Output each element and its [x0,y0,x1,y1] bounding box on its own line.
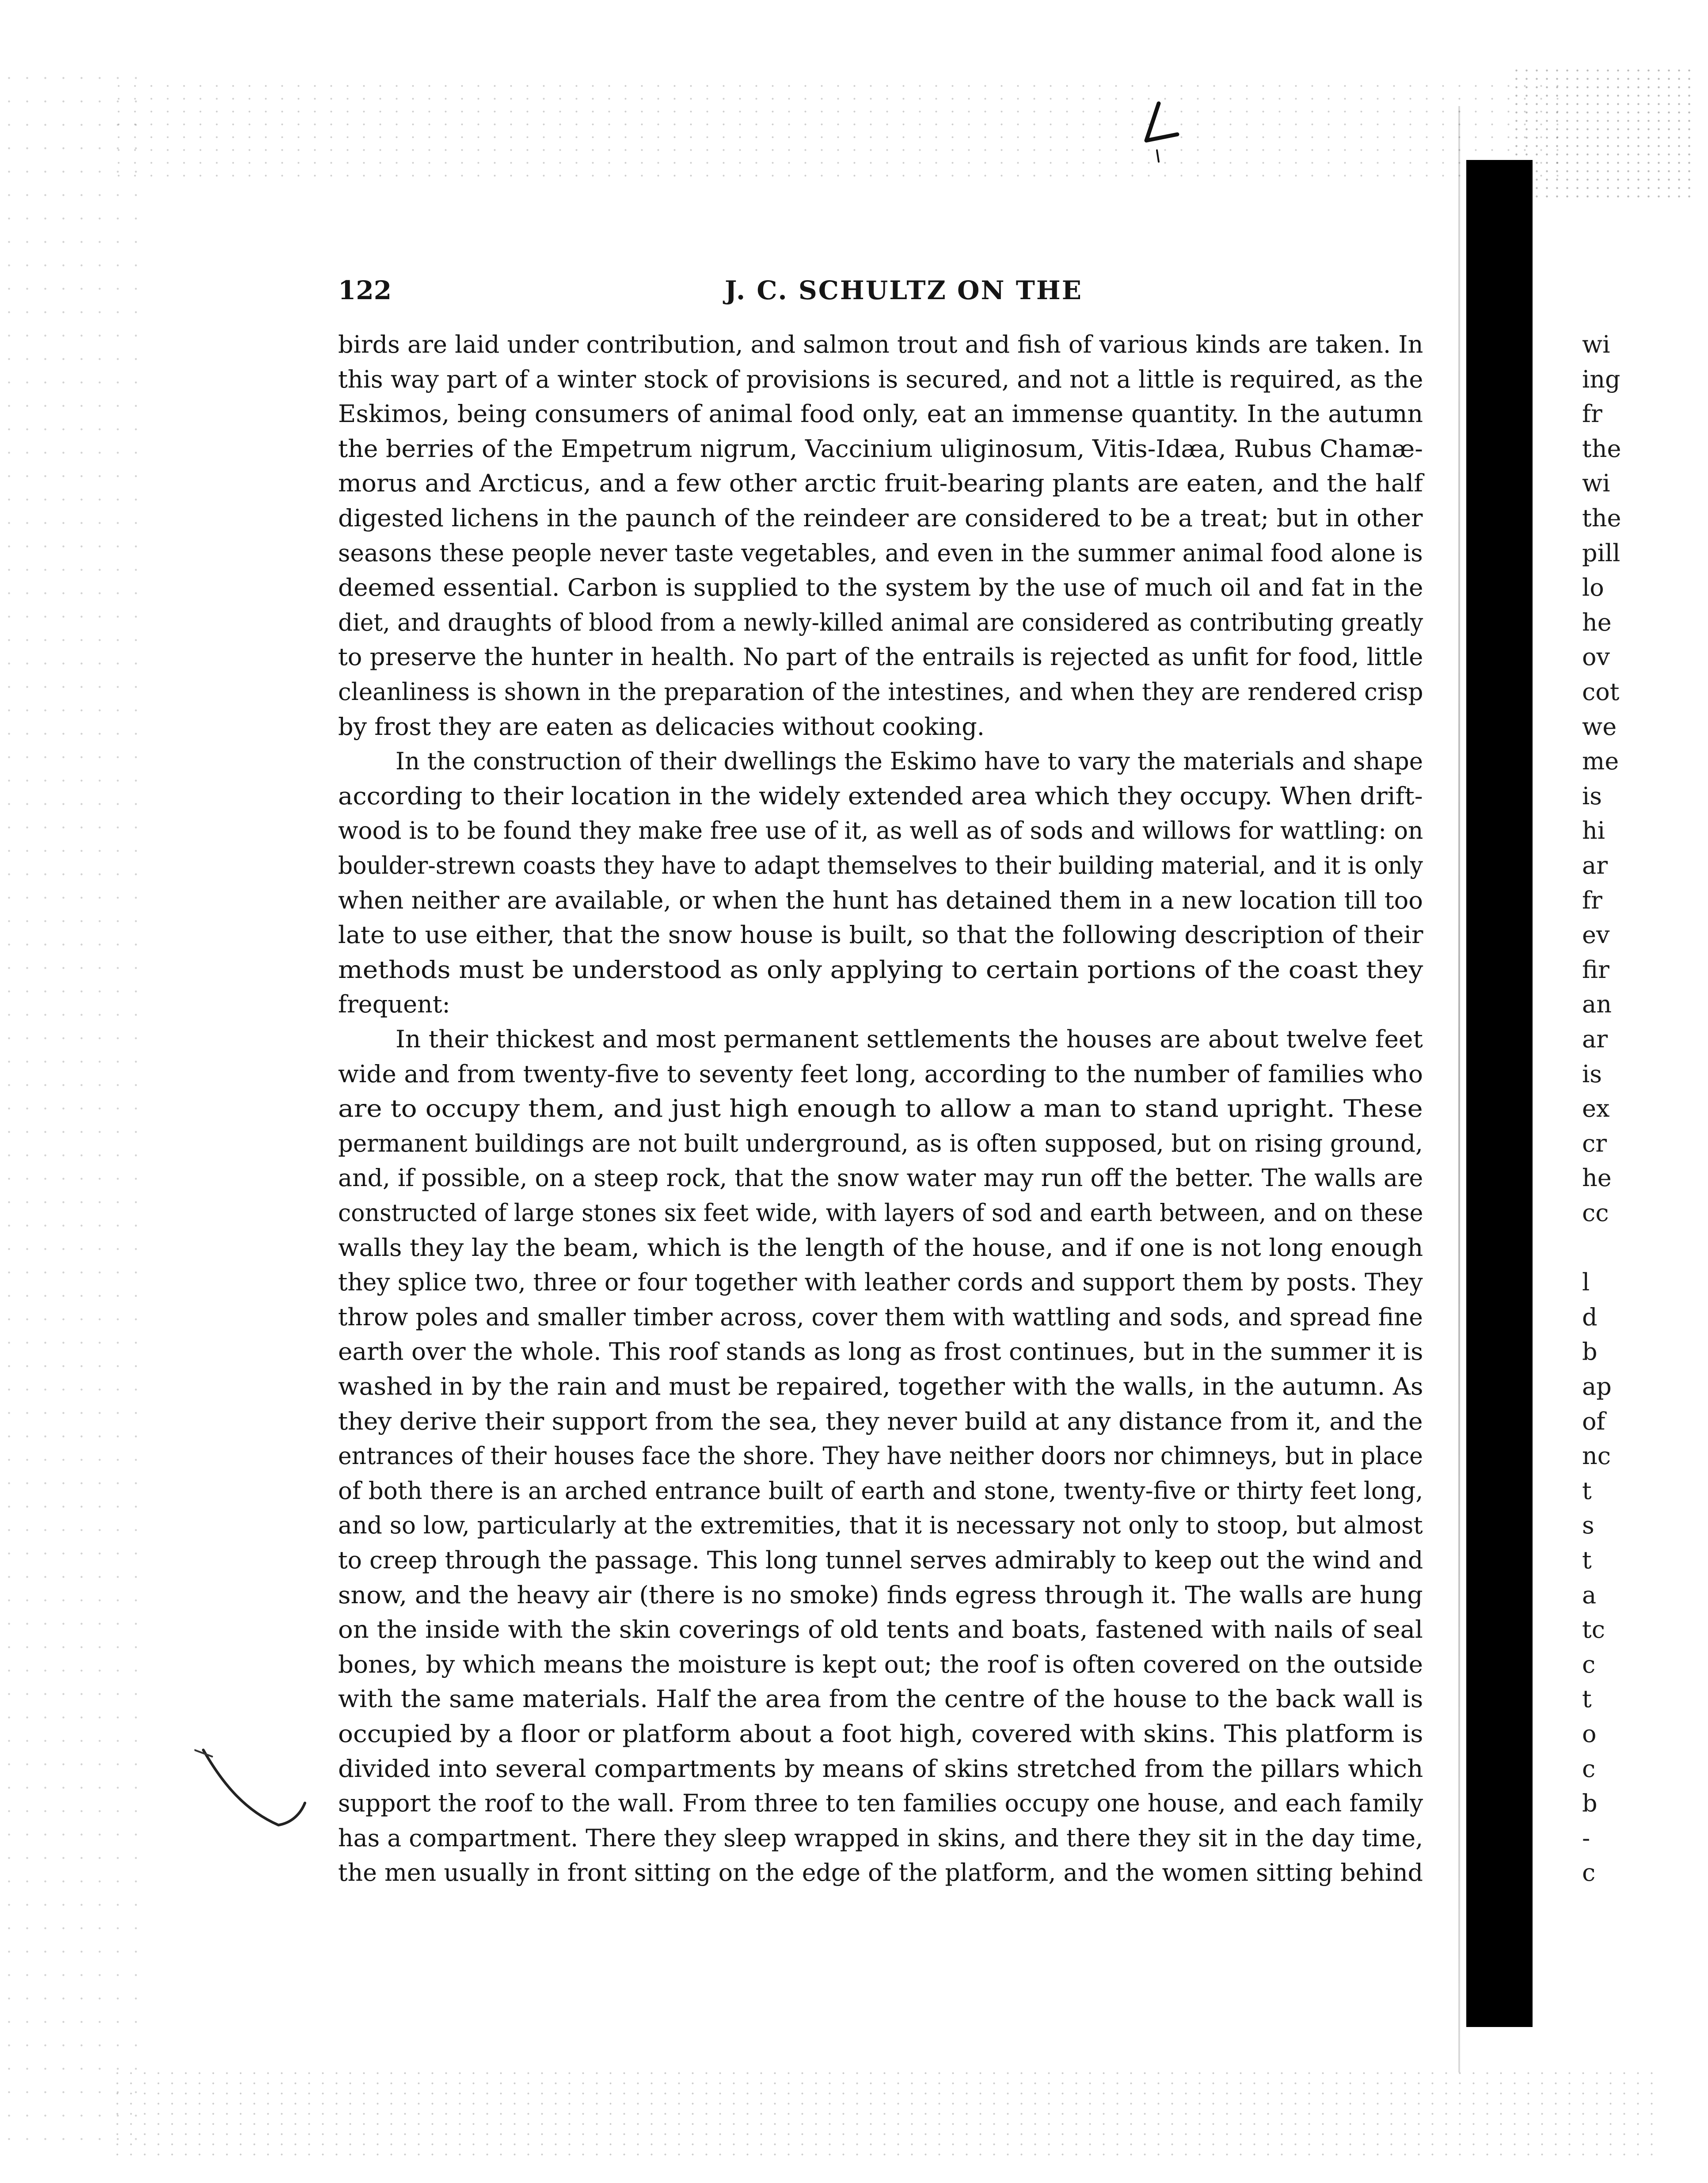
adjacent-page-fragment: ev [1582,921,1610,949]
adjacent-page-fragment: c [1582,1859,1596,1887]
adjacent-page-fragment: me [1582,747,1619,776]
body-line: cleanliness is shown in the preparation of the intestines, and when they are rendered crisp [338,678,1423,706]
body-line: walls they lay the beam, which is the length of the house, and if one is not long enough [338,1233,1423,1262]
body-line: and so low, particularly at the extremities, that it is necessary not only to stoop, but almost [338,1511,1423,1540]
adjacent-page-fragment: ex [1582,1095,1610,1123]
body-line: according to their location in the widely extended area which they occupy. When drift- [338,782,1423,810]
body-line: Eskimos, being consumers of animal food only, eat an immense quantity. In the autumn [338,400,1423,428]
body-line: snow, and the heavy air (there is no smoke) finds egress through it. The walls are hung [338,1581,1423,1609]
body-line: when neither are available, or when the hunt has detained them in a new location till too [338,886,1423,914]
adjacent-page-fragment: fir [1582,955,1609,984]
scan-noise-top-right [1511,66,1697,199]
page-fold-edge [1458,106,1460,2073]
adjacent-page-fragment: b [1582,1338,1598,1366]
body-line: boulder-strewn coasts they have to adapt themselves to their building material, and it is only [338,852,1423,879]
body-line: this way part of a winter stock of provisions is secured, and not a little is required, as the [338,365,1423,393]
adjacent-page-fragment: the [1582,504,1621,532]
body-line: with the same materials. Half the area from the centre of the house to the back wall is [338,1685,1423,1713]
body-line: In their thickest and most permanent settlements the houses are about twelve feet [396,1025,1423,1053]
adjacent-page-fragment: fr [1582,400,1602,428]
body-line: are to occupy them, and just high enough to allow a man to stand upright. These [338,1095,1423,1123]
body-line: by frost they are eaten as delicacies without cooking. [338,712,985,741]
adjacent-page-fragment: t [1582,1685,1592,1713]
adjacent-page-fragment: l [1582,1268,1590,1297]
body-line: bones, by which means the moisture is kept out; the roof is often covered on the outside [338,1650,1423,1678]
handwritten-mark [1131,97,1184,164]
body-line: the men usually in front sitting on the edge of the platform, and the women sitting behind [338,1859,1423,1887]
adjacent-page-fragment: o [1582,1720,1597,1748]
adjacent-page-fragment: lo [1582,574,1604,602]
adjacent-page-fragment: b [1582,1789,1598,1818]
body-line: washed in by the rain and must be repaired, together with the walls, in the autumn. As [338,1373,1423,1400]
adjacent-page-fragment: d [1582,1303,1598,1331]
adjacent-page-fragment: cot [1582,678,1620,706]
body-line: frequent: [338,990,450,1019]
body-line: deemed essential. Carbon is supplied to the system by the use of much oil and fat in the [338,574,1423,602]
adjacent-page-fragment: tc [1582,1616,1605,1644]
adjacent-page-fragment: s [1582,1511,1594,1540]
running-title: J. C. SCHULTZ ON THE [725,275,1083,305]
page-number: 122 [338,275,392,305]
adjacent-page-fragment: fr [1582,886,1602,914]
adjacent-page-fragment: the [1582,434,1621,463]
body-line: digested lichens in the paunch of the reindeer are considered to be a treat; but in other [338,504,1423,532]
adjacent-page-fragment: cr [1582,1129,1607,1157]
body-line: support the roof to the wall. From three to ten families occupy one house, and each family [338,1789,1423,1818]
body-line: seasons these people never taste vegetables, and even in the summer animal food alone is [338,539,1423,567]
body-line: entrances of their houses face the shore. They have neither doors nor chimneys, but in place [338,1442,1423,1470]
body-line: wide and from twenty-five to seventy feet long, according to the number of families who [338,1060,1423,1088]
body-line: late to use either, that the snow house is built, so that the following description of their [338,921,1423,949]
adjacent-page-fragment: of [1582,1407,1605,1435]
body-line: In the construction of their dwellings the Eskimo have to vary the materials and shape [396,747,1423,776]
body-line: wood is to be found they make free use of it, as well as of sods and willows for wattling: on [338,817,1423,845]
gutter-shadow [1466,160,1533,2027]
body-line: occupied by a floor or platform about a foot high, covered with skins. This platform is [338,1720,1423,1748]
adjacent-page-fragment: t [1582,1476,1592,1505]
adjacent-page-fragment: ar [1582,1025,1608,1053]
adjacent-page-fragment: ar [1582,852,1608,879]
body-line: on the inside with the skin coverings of old tents and boats, fastened with nails of seal [338,1616,1423,1644]
adjacent-page-fragment: - [1582,1824,1590,1852]
margin-bracket-mark [194,1732,309,1834]
adjacent-page-fragment: ap [1582,1373,1612,1400]
body-line: to preserve the hunter in health. No part of the entrails is rejected as unfit for food, little [338,643,1423,671]
body-line: methods must be understood as only applying to certain portions of the coast they [338,955,1423,984]
adjacent-page-fragment: t [1582,1546,1592,1574]
adjacent-page-fragment: he [1582,608,1612,636]
adjacent-page-fragment: c [1582,1650,1596,1678]
scan-noise-left [0,66,146,2143]
adjacent-page-fragment: a [1582,1581,1597,1609]
adjacent-page-fragment: ing [1582,365,1621,393]
body-line: morus and Arcticus, and a few other arctic fruit-bearing plants are eaten, and the half [338,469,1423,498]
adjacent-page-fragment: cc [1582,1199,1609,1227]
body-line: to creep through the passage. This long tunnel serves admirably to keep out the wind and [338,1546,1423,1574]
body-line: has a compartment. There they sleep wrapped in skins, and there they sit in the day time, [338,1824,1423,1852]
adjacent-page-fragment: nc [1582,1442,1611,1470]
adjacent-page-fragment: is [1582,782,1602,810]
body-line: diet, and draughts of blood from a newly-killed animal are considered as contributing greatly [338,608,1423,636]
body-line: earth over the whole. This roof stands as long as frost continues, but in the summer it is [338,1338,1423,1366]
adjacent-page-fragment: an [1582,990,1612,1019]
adjacent-page-fragment: pill [1582,539,1621,567]
body-line: throw poles and smaller timber across, cover them with wattling and sods, and spread fine [338,1303,1423,1331]
body-line: constructed of large stones six feet wide, with layers of sod and earth between, and on these [338,1199,1423,1227]
adjacent-page-fragment: hi [1582,817,1605,845]
adjacent-page-fragment: wi [1582,331,1610,358]
adjacent-page-fragment: we [1582,712,1617,741]
body-line: birds are laid under contribution, and salmon trout and fish of various kinds are taken. In [338,331,1423,358]
body-line: the berries of the Empetrum nigrum, Vaccinium uliginosum, Vitis-Idæa, Rubus Chamæ- [338,434,1423,463]
body-line: of both there is an arched entrance built of earth and stone, twenty-five or thirty feet long, [338,1476,1423,1505]
adjacent-page-fragment: he [1582,1164,1612,1192]
body-line: they derive their support from the sea, they never build at any distance from it, and the [338,1407,1423,1435]
adjacent-page-fragment: wi [1582,469,1610,498]
adjacent-page-fragment: c [1582,1754,1596,1783]
body-line: and, if possible, on a steep rock, that the snow water may run off the better. The walls are [338,1164,1423,1192]
body-line: they splice two, three or four together with leather cords and support them by posts. They [338,1268,1423,1297]
body-line: permanent buildings are not built underground, as is often supposed, but on rising ground, [338,1129,1423,1157]
adjacent-page-fragment: ov [1582,643,1610,671]
scan-noise-top [110,80,1569,186]
body-line: divided into several compartments by means of skins stretched from the pillars which [338,1754,1423,1783]
scan-noise-bottom [110,2068,1657,2156]
adjacent-page-fragment: is [1582,1060,1602,1088]
